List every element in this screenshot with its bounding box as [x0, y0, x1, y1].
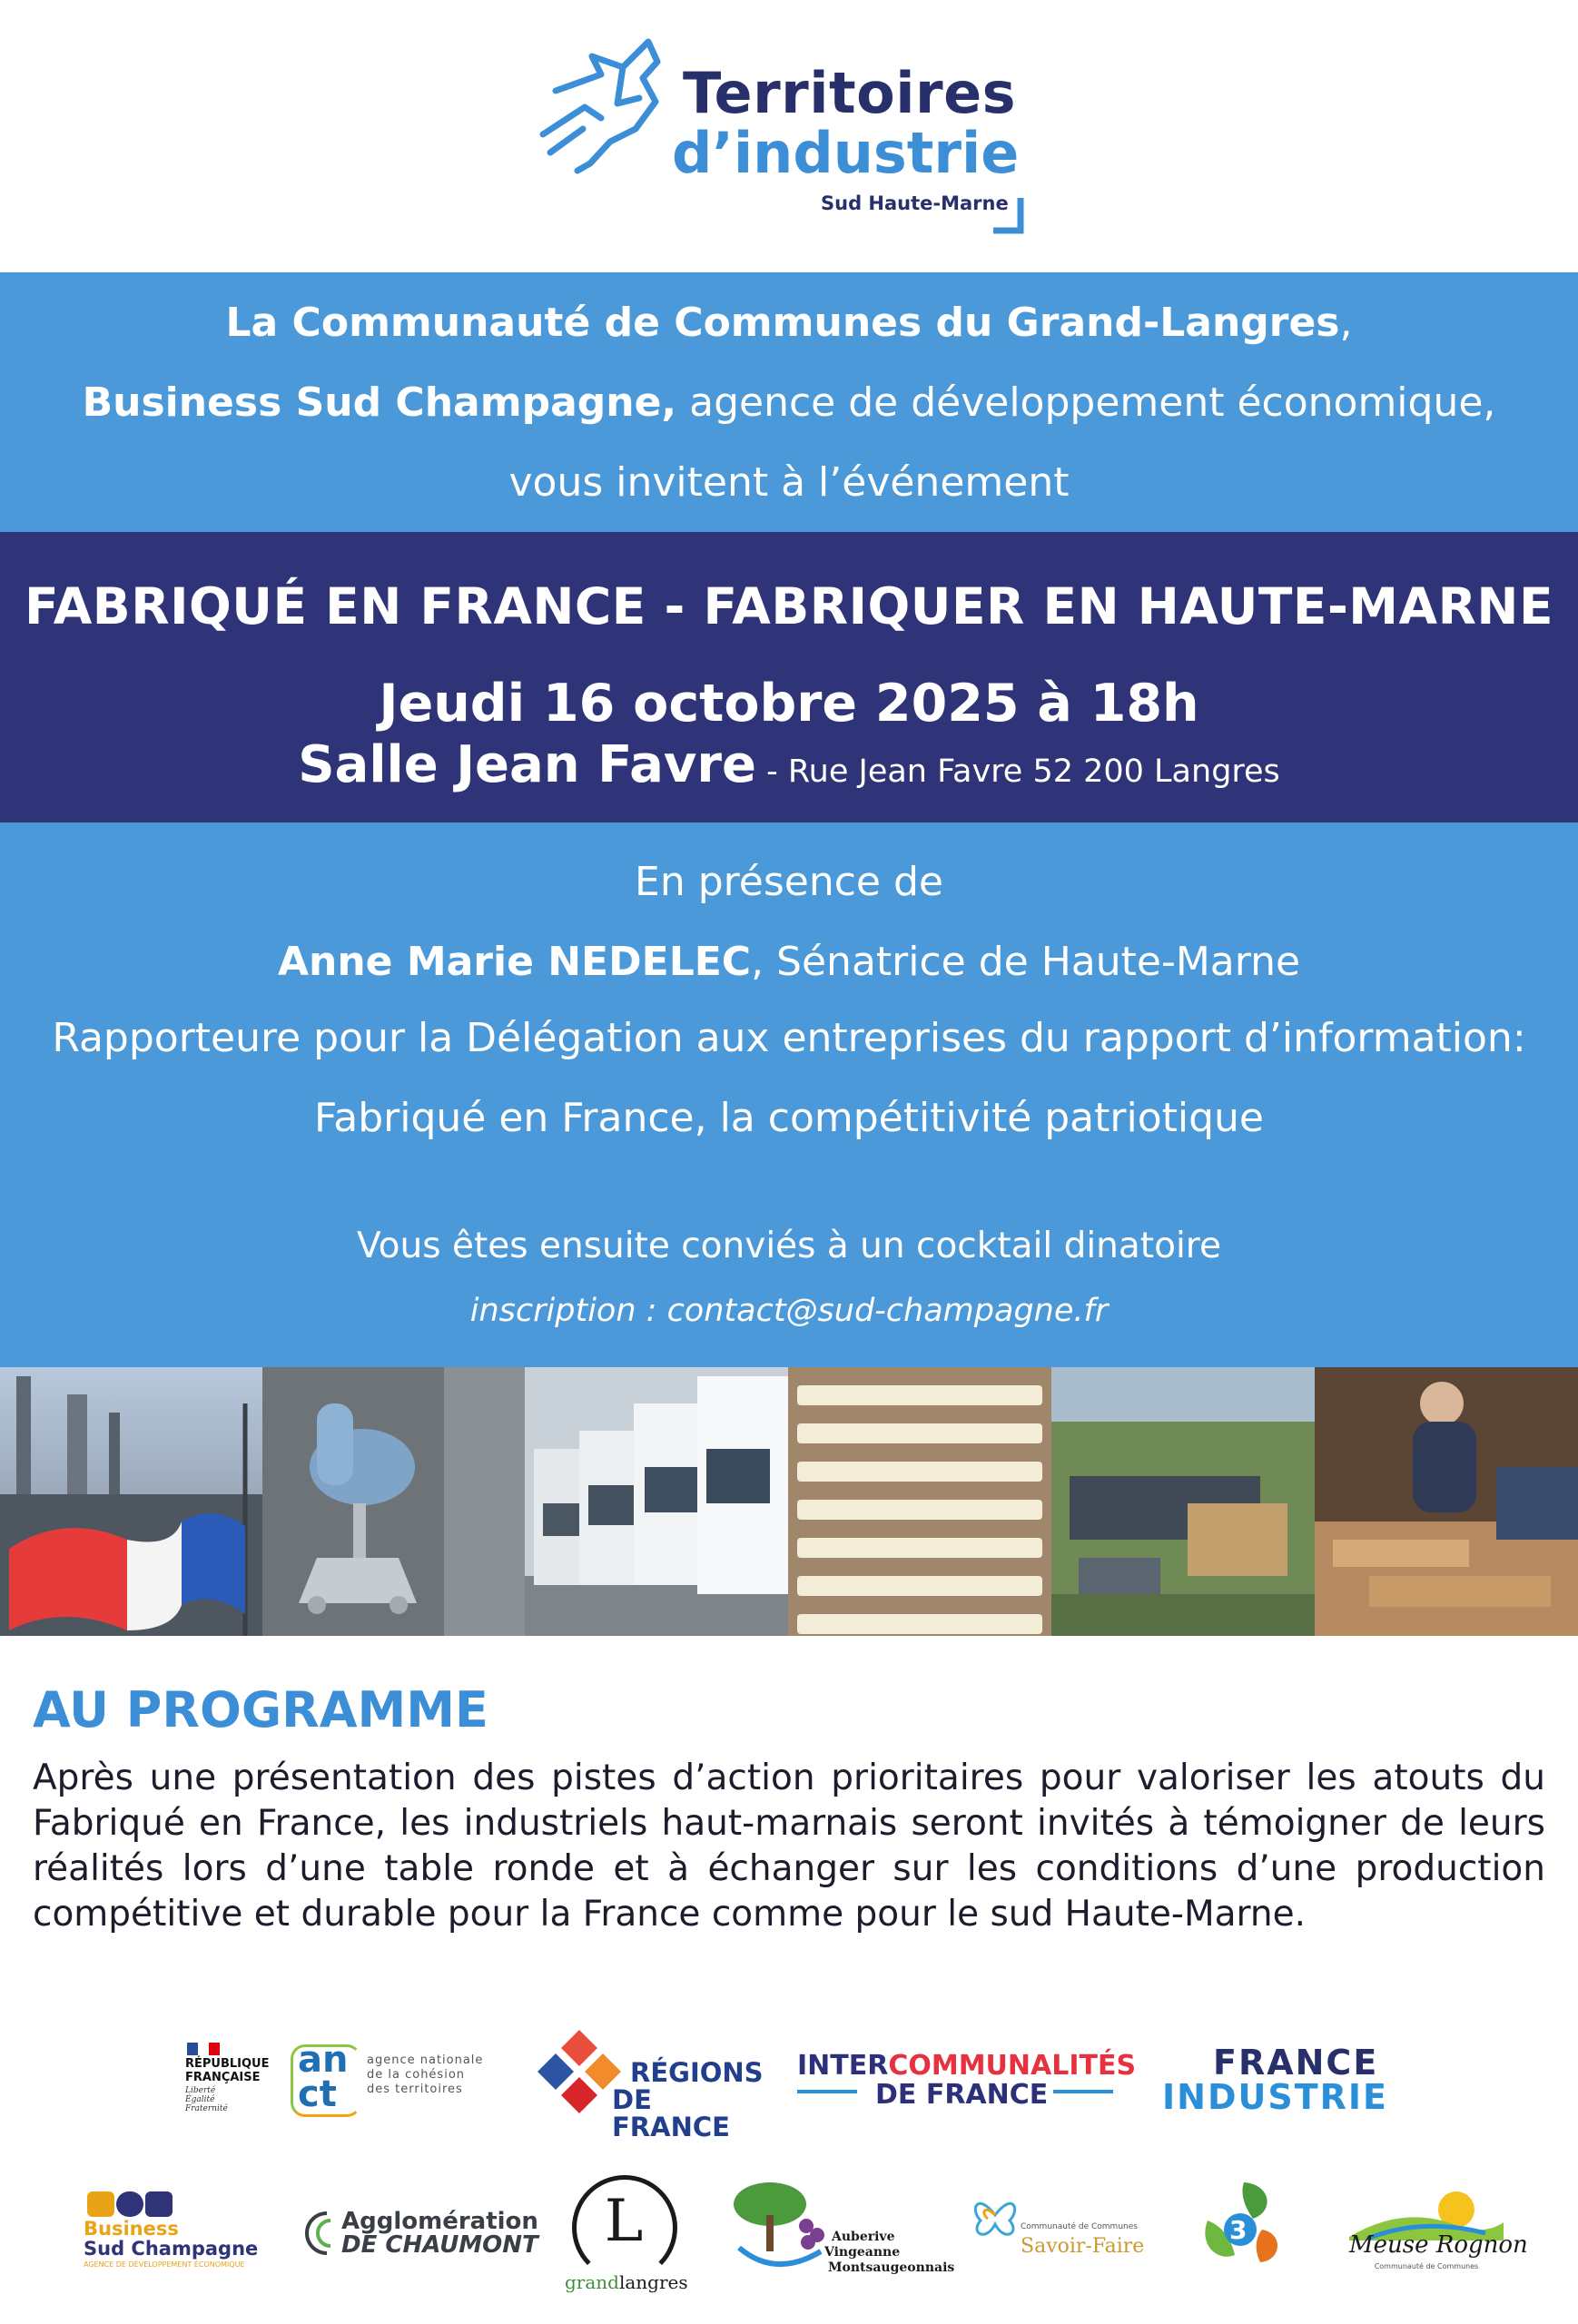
cocktail-line: Vous êtes ensuite conviés à un cocktail dinatoire [357, 1226, 1221, 1266]
invitation-band [0, 272, 1578, 532]
presence-band [0, 822, 1578, 1367]
logo-regions-de-france [538, 2030, 764, 2142]
bsc-text: Business Sud Champagne [84, 2218, 259, 2260]
programme-title: AU PROGRAMME [33, 1681, 488, 1738]
event-title: FABRIQUÉ EN FRANCE - FABRIQUER EN HAUTE-MARNE [24, 577, 1554, 635]
photo-woodworker [1315, 1367, 1578, 1636]
rf-text: RÉPUBLIQUE FRANÇAISE [185, 2057, 270, 2084]
presence-report-title: Fabriqué en France, la compétitivité patriotique [314, 1095, 1264, 1141]
anct-mark: an ct [298, 2039, 349, 2115]
tree-grapes-icon [730, 2179, 830, 2284]
logo-anct [291, 2039, 499, 2121]
interco-line1: INTERCOMMUNALITÉS [797, 2050, 1137, 2082]
logo-grand-langres: L grandlangres [565, 2175, 683, 2299]
agglo-arcs-icon [300, 2210, 340, 2257]
event-venue: Salle Jean Favre - Rue Jean Favre 52 200 Langres [298, 735, 1280, 794]
gl-text: grandlangres [565, 2271, 688, 2293]
logo-title-line1: Territoires [683, 60, 1017, 126]
event-date: Jeudi 16 octobre 2025 à 18h [379, 674, 1199, 734]
logo-intercommunalites [794, 2050, 1137, 2113]
logo-business-sud-champagne: Business Sud Champagne AGENCE DE DÉVELOPPEMENT ÉCONOMIQUE [84, 2191, 274, 2273]
programme-text: Après une présentation des pistes d’action prioritaires pour valoriser les atouts du Fabriqué en France, les industriels haut-marnais seront invités à témoigner de leurs réalités lors d’une table ronde et à échanger sur les conditions d’une production compétitive et durable pour la France comme pour le sud Haute-Marne. [33, 1758, 1545, 1935]
presence-name: Anne Marie NEDELEC, Sénatrice de Haute-Marne [277, 939, 1301, 985]
agglo-text: Agglomération DE CHAUMONT [341, 2208, 538, 2259]
photo-strip [0, 1367, 1578, 1636]
interco-line2: DE FRANCE [875, 2079, 1049, 2111]
presence-intro: En présence de [635, 859, 943, 905]
rf-motto: Liberté Égalité Fraternité [185, 2086, 228, 2113]
invitation-line1: La Communauté de Communes du Grand-Langres, [225, 300, 1353, 346]
logo-title-line2: d’industrie [672, 120, 1020, 186]
butterfly-icon [968, 2182, 1022, 2246]
inscription-link[interactable]: inscription : contact@sud-champagne.fr [469, 1293, 1109, 1329]
rooster-icon [538, 34, 679, 183]
photo-cheese-racks [788, 1367, 1051, 1636]
logo-savoir-faire: Communauté de Communes Savoir-Faire [968, 2182, 1149, 2282]
logo-meuse-rognon: Meuse Rognon Communauté de Communes [1349, 2186, 1504, 2277]
invitation-line3: vous invitent à l’événement [508, 459, 1070, 506]
regions-diamond-icon [538, 2030, 621, 2113]
photo-tool-hand [262, 1367, 525, 1636]
invitation-line2: Business Sud Champagne, agence de développement économique, [82, 379, 1496, 426]
logo-republique-francaise [185, 2043, 276, 2119]
anct-text: agence nationale de la cohésion des territoires [367, 2053, 484, 2096]
photo-aerial-site [1051, 1367, 1315, 1636]
avm-text: Auberive Vingeanne Montsaugeonnais [824, 2230, 955, 2275]
logo-c3f: 3 [1189, 2175, 1289, 2275]
french-flag-icon [187, 2043, 220, 2055]
logo-subtitle: Sud Haute-Marne [821, 192, 1009, 214]
header [0, 0, 1578, 272]
photo-industry-flag [0, 1367, 262, 1636]
event-band [0, 532, 1578, 822]
logo-france-industrie: FRANCE INDUSTRIE [1162, 2043, 1388, 2117]
presence-role-line: Rapporteure pour la Délégation aux entreprises du rapport d’information: [52, 1015, 1526, 1061]
regions-text: RÉGIONS DE FRANCE [612, 2057, 764, 2142]
logo-auberive-vingeanne [730, 2179, 955, 2288]
photo-trucks [525, 1367, 788, 1636]
logo-agglo-chaumont [300, 2208, 538, 2262]
logo-corner-bracket [993, 198, 1028, 238]
